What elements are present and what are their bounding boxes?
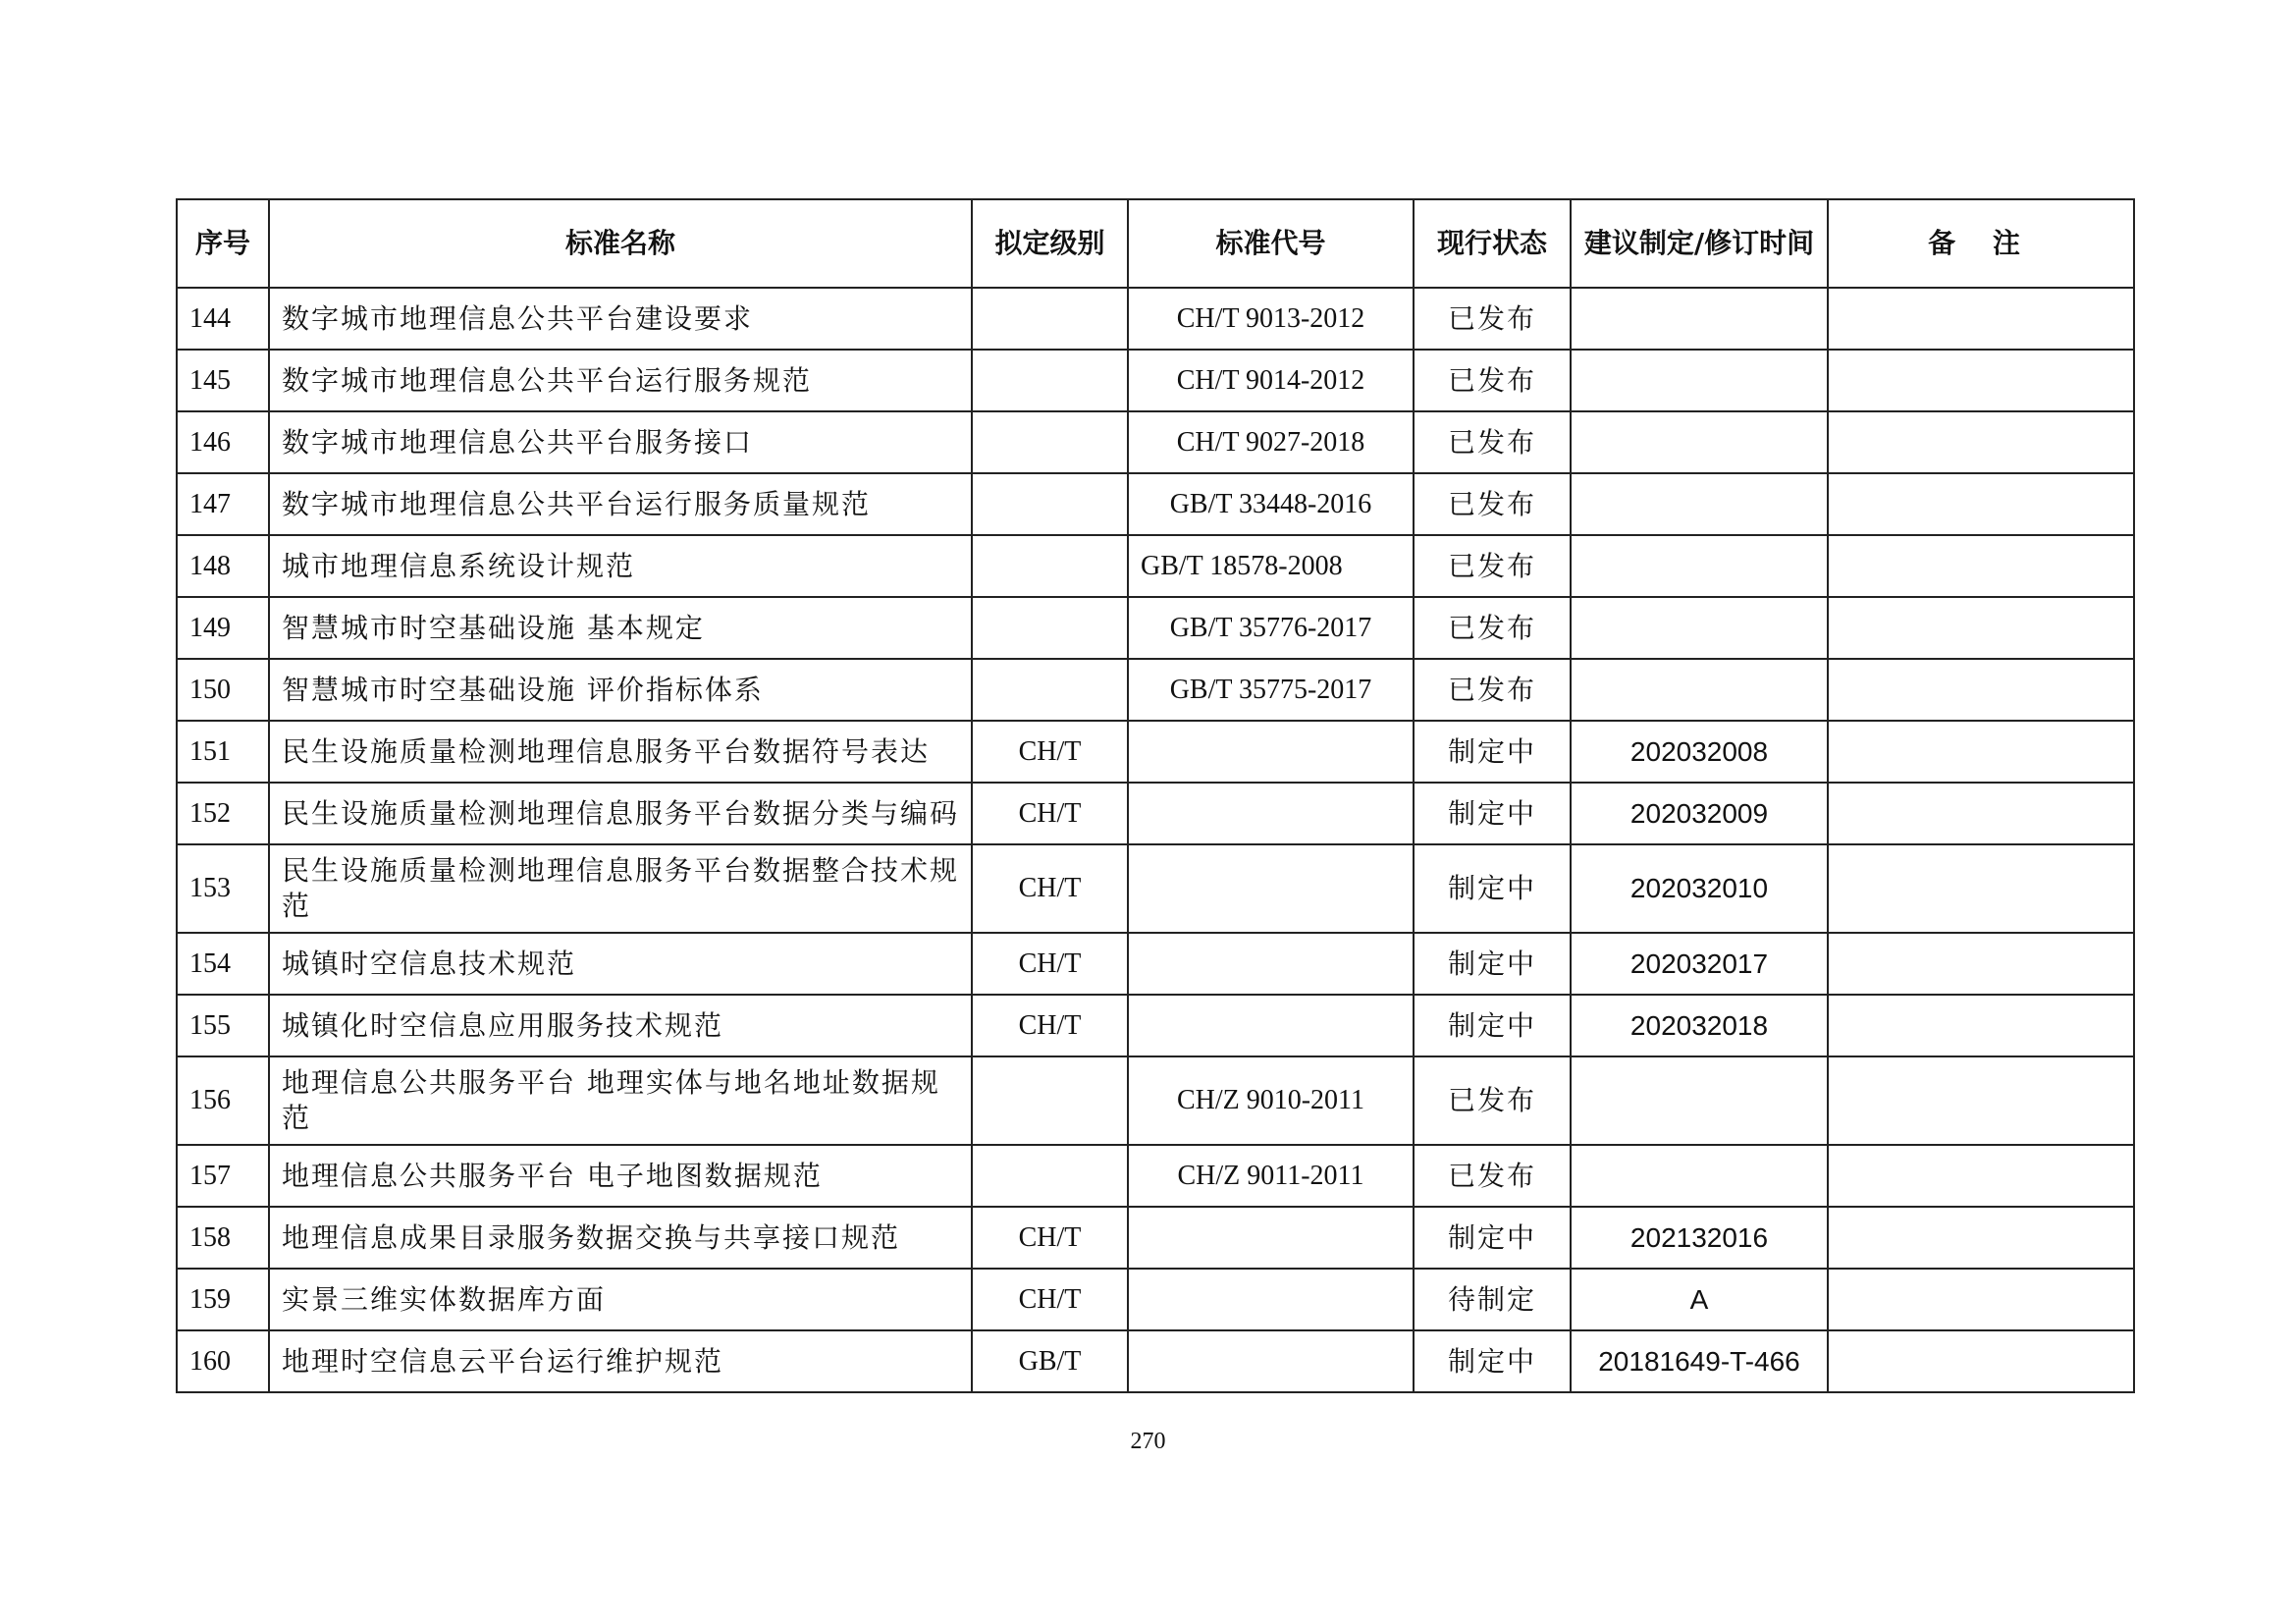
cell-level: CH/T <box>972 1207 1128 1269</box>
cell-level <box>972 411 1128 473</box>
cell-revision-time: 202032017 <box>1571 933 1828 995</box>
cell-note <box>1828 1269 2134 1330</box>
cell-status: 已发布 <box>1414 411 1571 473</box>
cell-no: 150 <box>177 659 269 721</box>
cell-no: 157 <box>177 1145 269 1207</box>
cell-no: 149 <box>177 597 269 659</box>
cell-standard-code <box>1128 933 1414 995</box>
cell-revision-time: A <box>1571 1269 1828 1330</box>
cell-status: 制定中 <box>1414 1330 1571 1392</box>
cell-note <box>1828 411 2134 473</box>
cell-status: 已发布 <box>1414 597 1571 659</box>
cell-standard-code: CH/T 9027-2018 <box>1128 411 1414 473</box>
cell-standard-code: CH/T 9014-2012 <box>1128 350 1414 411</box>
cell-level: CH/T <box>972 844 1128 933</box>
cell-revision-time <box>1571 350 1828 411</box>
cell-status: 待制定 <box>1414 1269 1571 1330</box>
cell-revision-time: 202032009 <box>1571 783 1828 844</box>
cell-status: 制定中 <box>1414 783 1571 844</box>
table-row <box>177 995 2134 1056</box>
header-name: 标准名称 <box>269 199 972 288</box>
cell-standard-code <box>1128 1269 1414 1330</box>
cell-status: 已发布 <box>1414 1145 1571 1207</box>
table-row <box>177 933 2134 995</box>
cell-level <box>972 1056 1128 1145</box>
table-row <box>177 1269 2134 1330</box>
cell-level <box>972 597 1128 659</box>
cell-revision-time: 202032008 <box>1571 721 1828 783</box>
cell-standard-name: 数字城市地理信息公共平台服务接口 <box>269 411 972 473</box>
table-row <box>177 844 2134 933</box>
cell-standard-code: CH/T 9013-2012 <box>1128 288 1414 350</box>
cell-no: 145 <box>177 350 269 411</box>
cell-standard-code <box>1128 783 1414 844</box>
table-row <box>177 721 2134 783</box>
cell-level <box>972 473 1128 535</box>
cell-no: 155 <box>177 995 269 1056</box>
cell-status: 已发布 <box>1414 659 1571 721</box>
header-status: 现行状态 <box>1414 199 1571 288</box>
cell-revision-time <box>1571 535 1828 597</box>
cell-status: 已发布 <box>1414 535 1571 597</box>
cell-standard-name: 数字城市地理信息公共平台运行服务质量规范 <box>269 473 972 535</box>
cell-note <box>1828 1145 2134 1207</box>
cell-note <box>1828 473 2134 535</box>
page-number: 270 <box>1130 1429 1166 1454</box>
cell-note <box>1828 1056 2134 1145</box>
table-row <box>177 535 2134 597</box>
cell-standard-code <box>1128 995 1414 1056</box>
cell-note <box>1828 350 2134 411</box>
cell-no: 160 <box>177 1330 269 1392</box>
cell-level <box>972 1145 1128 1207</box>
cell-standard-name: 城镇化时空信息应用服务技术规范 <box>269 995 972 1056</box>
table-row <box>177 411 2134 473</box>
cell-note <box>1828 288 2134 350</box>
cell-status: 已发布 <box>1414 288 1571 350</box>
cell-revision-time <box>1571 473 1828 535</box>
cell-no: 159 <box>177 1269 269 1330</box>
cell-note <box>1828 721 2134 783</box>
cell-standard-code: CH/Z 9010-2011 <box>1128 1056 1414 1145</box>
table-row <box>177 1330 2134 1392</box>
cell-standard-name: 地理时空信息云平台运行维护规范 <box>269 1330 972 1392</box>
cell-note <box>1828 783 2134 844</box>
cell-level: CH/T <box>972 933 1128 995</box>
cell-status: 已发布 <box>1414 473 1571 535</box>
cell-standard-code: GB/T 18578-2008 <box>1128 535 1414 597</box>
cell-level: CH/T <box>972 721 1128 783</box>
cell-standard-name: 地理信息公共服务平台 电子地图数据规范 <box>269 1145 972 1207</box>
table-row <box>177 1145 2134 1207</box>
cell-status: 制定中 <box>1414 844 1571 933</box>
cell-revision-time <box>1571 1056 1828 1145</box>
cell-revision-time: 202132016 <box>1571 1207 1828 1269</box>
table-row <box>177 659 2134 721</box>
cell-revision-time <box>1571 288 1828 350</box>
table-row <box>177 288 2134 350</box>
cell-note <box>1828 659 2134 721</box>
cell-level: GB/T <box>972 1330 1128 1392</box>
cell-standard-name: 数字城市地理信息公共平台建设要求 <box>269 288 972 350</box>
table-row <box>177 783 2134 844</box>
header-note: 备 注 <box>1828 199 2134 288</box>
cell-revision-time: 20181649-T-466 <box>1571 1330 1828 1392</box>
cell-no: 147 <box>177 473 269 535</box>
cell-status: 制定中 <box>1414 933 1571 995</box>
cell-standard-code <box>1128 1330 1414 1392</box>
cell-level <box>972 350 1128 411</box>
cell-standard-name: 民生设施质量检测地理信息服务平台数据整合技术规范 <box>269 844 972 933</box>
cell-standard-name: 地理信息成果目录服务数据交换与共享接口规范 <box>269 1207 972 1269</box>
cell-note <box>1828 597 2134 659</box>
table-row <box>177 1207 2134 1269</box>
cell-note <box>1828 995 2134 1056</box>
cell-no: 148 <box>177 535 269 597</box>
cell-status: 制定中 <box>1414 1207 1571 1269</box>
cell-status: 已发布 <box>1414 350 1571 411</box>
cell-revision-time: 202032010 <box>1571 844 1828 933</box>
cell-level: CH/T <box>972 995 1128 1056</box>
cell-revision-time <box>1571 1145 1828 1207</box>
cell-standard-name: 智慧城市时空基础设施 基本规定 <box>269 597 972 659</box>
table-body <box>177 288 2134 1392</box>
cell-no: 154 <box>177 933 269 995</box>
cell-level <box>972 288 1128 350</box>
cell-level <box>972 659 1128 721</box>
cell-no: 158 <box>177 1207 269 1269</box>
header-row <box>177 199 2134 288</box>
cell-level: CH/T <box>972 1269 1128 1330</box>
cell-standard-name: 民生设施质量检测地理信息服务平台数据分类与编码 <box>269 783 972 844</box>
cell-standard-code <box>1128 1207 1414 1269</box>
cell-standard-name: 地理信息公共服务平台 地理实体与地名地址数据规范 <box>269 1056 972 1145</box>
cell-status: 制定中 <box>1414 721 1571 783</box>
cell-standard-code: CH/Z 9011-2011 <box>1128 1145 1414 1207</box>
cell-no: 153 <box>177 844 269 933</box>
cell-revision-time <box>1571 659 1828 721</box>
table-row <box>177 473 2134 535</box>
header-level: 拟定级别 <box>972 199 1128 288</box>
header-time: 建议制定/修订时间 <box>1571 199 1828 288</box>
cell-standard-code: GB/T 35775-2017 <box>1128 659 1414 721</box>
cell-status: 制定中 <box>1414 995 1571 1056</box>
cell-note <box>1828 1330 2134 1392</box>
cell-note <box>1828 1207 2134 1269</box>
cell-no: 151 <box>177 721 269 783</box>
cell-standard-name: 数字城市地理信息公共平台运行服务规范 <box>269 350 972 411</box>
table-row <box>177 350 2134 411</box>
cell-standard-name: 智慧城市时空基础设施 评价指标体系 <box>269 659 972 721</box>
cell-no: 144 <box>177 288 269 350</box>
standards-table <box>176 198 2135 1393</box>
cell-revision-time <box>1571 597 1828 659</box>
table-row <box>177 1056 2134 1145</box>
cell-status: 已发布 <box>1414 1056 1571 1145</box>
header-no: 序号 <box>177 199 269 288</box>
cell-note <box>1828 844 2134 933</box>
cell-note <box>1828 933 2134 995</box>
cell-standard-name: 实景三维实体数据库方面 <box>269 1269 972 1330</box>
cell-standard-code <box>1128 721 1414 783</box>
cell-level: CH/T <box>972 783 1128 844</box>
cell-standard-code: GB/T 35776-2017 <box>1128 597 1414 659</box>
cell-standard-name: 民生设施质量检测地理信息服务平台数据符号表达 <box>269 721 972 783</box>
header-code: 标准代号 <box>1128 199 1414 288</box>
cell-standard-code <box>1128 844 1414 933</box>
cell-revision-time <box>1571 411 1828 473</box>
cell-level <box>972 535 1128 597</box>
table-row <box>177 597 2134 659</box>
cell-no: 156 <box>177 1056 269 1145</box>
cell-note <box>1828 535 2134 597</box>
cell-standard-name: 城镇时空信息技术规范 <box>269 933 972 995</box>
cell-standard-code: GB/T 33448-2016 <box>1128 473 1414 535</box>
cell-standard-name: 城市地理信息系统设计规范 <box>269 535 972 597</box>
cell-no: 146 <box>177 411 269 473</box>
cell-no: 152 <box>177 783 269 844</box>
cell-revision-time: 202032018 <box>1571 995 1828 1056</box>
